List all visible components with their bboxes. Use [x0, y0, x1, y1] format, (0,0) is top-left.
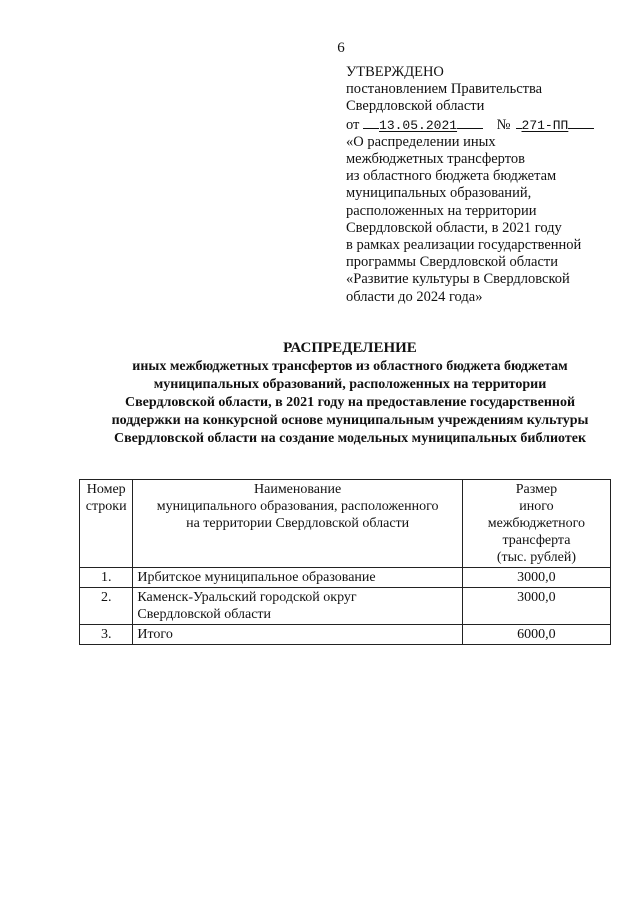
subject-line: «Развитие культуры в Свердловской [346, 271, 570, 288]
approval-date-line [346, 116, 606, 134]
table-row [80, 625, 611, 645]
approval-line: Свердловской области [346, 98, 485, 115]
header-number [80, 480, 133, 568]
row-number: 2. [80, 588, 133, 625]
subject-line: Свердловской области, в 2021 году [346, 219, 562, 236]
row-name-line: Ирбитское муниципальное образование [137, 570, 376, 585]
approval-line: постановлением Правительства [346, 81, 543, 98]
heading-subtitle-line: поддержки на конкурсной основе муниципальным учреждениям культуры [111, 413, 589, 428]
header-line: Наименование [254, 482, 342, 497]
header-line: (тыс. рублей) [496, 550, 577, 565]
heading-subtitle-line: Свердловской области на создание модельных муниципальных библиотек [113, 431, 587, 446]
subject-line: программы Свердловской области [346, 254, 559, 271]
row-name-line: Свердловской области [137, 607, 272, 622]
row-number: 3. [80, 625, 133, 645]
table-row [80, 588, 611, 625]
header-line: строки [85, 499, 127, 514]
underline-fill [568, 116, 594, 129]
from-label: от [346, 116, 360, 133]
row-name [133, 588, 462, 625]
row-name-line: Итого [137, 627, 173, 642]
row-amount: 6000,0 [462, 625, 610, 645]
header-line: муниципального образования, расположенного [156, 499, 439, 514]
subject-line: «О распределении иных [346, 133, 496, 150]
approval-title: УТВЕРЖДЕНО [346, 64, 444, 80]
heading-subtitle-line: Свердловской области, в 2021 году на предоставление государственной [124, 395, 576, 410]
subject-line: расположенных на территории [346, 202, 537, 219]
subject-line: муниципальных образований, [346, 185, 532, 202]
document-heading [70, 339, 630, 448]
row-name [133, 625, 462, 645]
header-name [133, 480, 462, 568]
approval-date: 13.05.2021 [379, 117, 458, 133]
heading-title: РАСПРЕДЕЛЕНИЕ [283, 340, 417, 356]
approval-number: 271-ПП [521, 117, 569, 133]
row-amount: 3000,0 [462, 568, 610, 588]
row-name-line: Каменск-Уральский городской округ [137, 590, 357, 605]
header-line: межбюджетного [487, 516, 586, 531]
row-name [133, 568, 462, 588]
subject-line: из областного бюджета бюджетам [346, 168, 557, 185]
subject-line: межбюджетных трансфертов [346, 151, 525, 168]
header-amount [462, 480, 610, 568]
subject-line: в рамках реализации государственной [346, 237, 582, 254]
approval-block [346, 64, 606, 306]
header-line: иного [519, 499, 554, 514]
header-line: Размер [515, 482, 558, 497]
page-number: 6 [337, 40, 345, 56]
table-row [80, 568, 611, 588]
header-line: на территории Свердловской области [186, 516, 410, 531]
header-line: Номер [86, 482, 126, 497]
number-label: № [496, 116, 511, 133]
underline-fill [457, 116, 483, 129]
heading-subtitle-line: иных межбюджетных трансфертов из областного бюджета бюджетам [132, 359, 568, 374]
heading-subtitle-line: муниципальных образований, расположенных на территории [153, 377, 547, 392]
distribution-table [79, 479, 611, 645]
row-number: 1. [80, 568, 133, 588]
subject-line: области до 2024 года» [346, 288, 483, 305]
row-amount: 3000,0 [462, 588, 610, 625]
underline-fill [363, 116, 379, 129]
table-header-row [80, 480, 611, 568]
header-line: трансферта [502, 533, 571, 548]
